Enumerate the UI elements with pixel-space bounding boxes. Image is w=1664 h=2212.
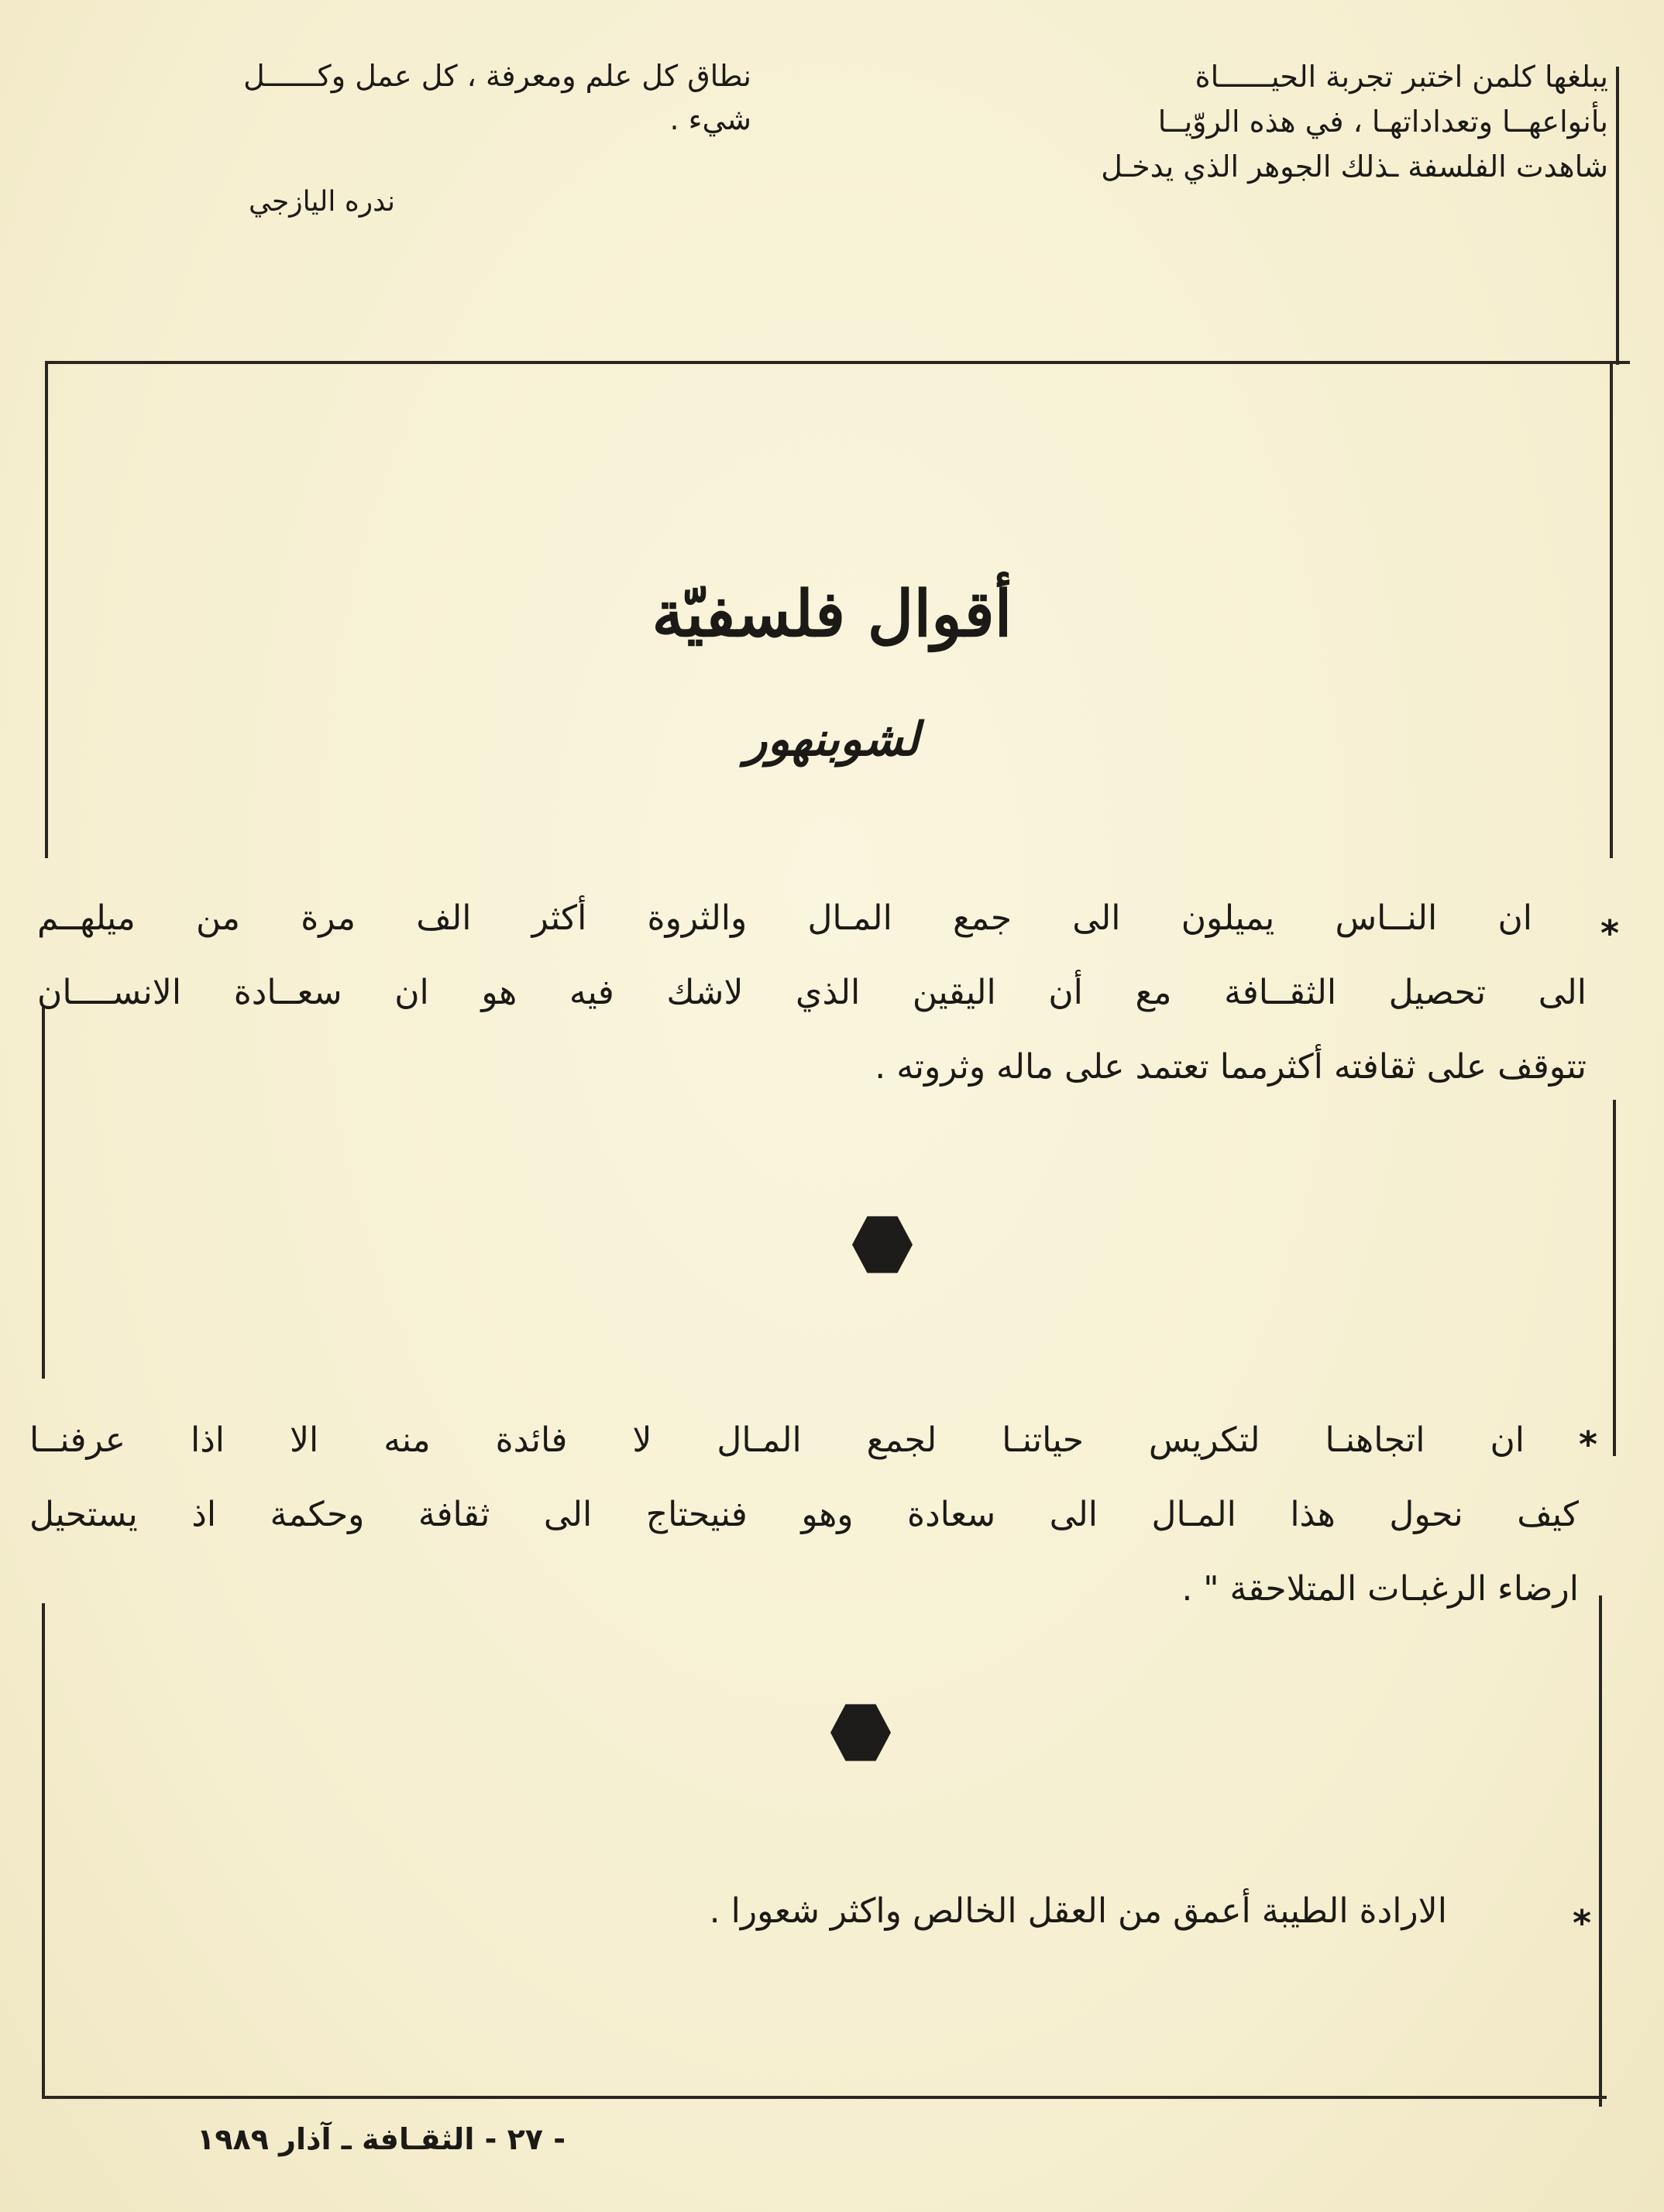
- frame-right-rule-lower: [1599, 1595, 1602, 2107]
- quote-line: تتوقف على ثقافته أكثرمما تعتمد على ماله وثروته .: [875, 1047, 1587, 1087]
- previous-article-author: ندره اليازجي: [248, 186, 395, 218]
- quote-line: الى تحصيل الثقــافة مع أن اليقين الذي لاشك فيه هو ان سعــادة الانســــان: [37, 973, 1587, 1012]
- text-line: يبلغها كلمن اختبر تجربة الحيــــــاة: [1195, 60, 1608, 94]
- hexagon-separator: [852, 1214, 913, 1275]
- quote-marker: *: [1573, 1902, 1592, 1944]
- article-author: لشوبنهور: [744, 712, 920, 767]
- quote-line: ارضاء الرغبـات المتلاحقة " .: [1181, 1569, 1579, 1609]
- quote-line: ان النــاس يميلون الى جمع المـال والثروة أكثر الف مرة من ميلهــم: [37, 898, 1532, 938]
- article-title: أقوال فلسفيّة: [652, 576, 1012, 651]
- quote-2: [29, 1403, 1579, 1626]
- text-line: شيء .: [669, 102, 751, 136]
- quote-1: [37, 881, 1587, 1104]
- frame-bottom-rule: [42, 2096, 1607, 2099]
- text-line: بأنواعهــا وتعداداتهـا ، في هذه الروّيــا: [1157, 105, 1608, 139]
- quote-marker: *: [1600, 912, 1620, 954]
- quote-line: كيف نحول هذا المـال الى سعادة وهو فنيحتاج الى ثقافة وحكمة اذ يستحيل: [29, 1495, 1579, 1534]
- text-line: شاهدت الفلسفة ـذلك الجوهر الذي يدخـل: [1101, 149, 1608, 184]
- text-line: نطاق كل علم ومعرفة ، كل عمل وكــــــل: [243, 59, 751, 93]
- hexagon-separator: [830, 1702, 891, 1763]
- quote-line: الارادة الطيبة أعمق من العقل الخالص واكثر شعورا .: [709, 1891, 1447, 1931]
- frame-left-rule-lower: [42, 1603, 45, 2099]
- frame-top-rule: [45, 361, 1630, 364]
- quote-marker: *: [1579, 1424, 1598, 1465]
- previous-article-text-left: [54, 54, 751, 141]
- frame-right-rule-mid: [1613, 1100, 1616, 1456]
- header-right-rule: [1616, 67, 1619, 365]
- previous-article-text-right: [896, 54, 1608, 189]
- page-footer: - ٢٧ - الثقـافة ـ آذار ١٩٨٩: [197, 2122, 566, 2156]
- quote-3: [0, 1874, 1540, 1949]
- quote-line: ان اتجاهنـا لتكريس حياتنـا لجمع المـال لا فائدة منه الا اذا عرفنــا: [29, 1420, 1525, 1460]
